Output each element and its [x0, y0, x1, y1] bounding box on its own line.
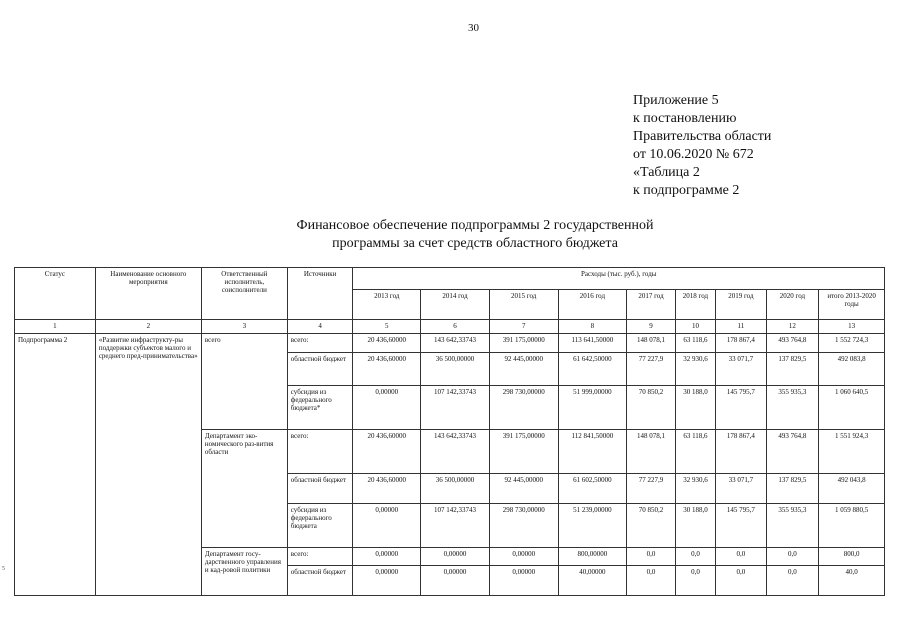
- value-cell: 0,00000: [353, 386, 421, 430]
- source-cell: всего:: [287, 430, 353, 474]
- value-cell: 493 764,8: [766, 430, 819, 474]
- value-cell: 178 867,4: [716, 430, 767, 474]
- value-cell: 492 083,8: [819, 353, 885, 386]
- value-cell: 145 795,7: [716, 504, 767, 548]
- value-cell: 20 436,60000: [353, 353, 421, 386]
- value-cell: 107 142,33743: [421, 504, 490, 548]
- value-cell: 33 071,7: [716, 474, 767, 504]
- value-cell: 492 043,8: [819, 474, 885, 504]
- value-cell: 800,00000: [558, 548, 627, 566]
- header-year: 2014 год: [421, 290, 490, 320]
- source-cell: областной бюджет: [287, 566, 353, 596]
- value-cell: 0,00000: [489, 548, 558, 566]
- value-cell: 145 795,7: [716, 386, 767, 430]
- value-cell: 92 445,00000: [489, 474, 558, 504]
- value-cell: 148 078,1: [627, 430, 675, 474]
- column-number: 6: [421, 320, 490, 334]
- value-cell: 355 935,3: [766, 386, 819, 430]
- document-title: [250, 217, 700, 253]
- appendix-line: к подпрограмме 2: [633, 183, 740, 198]
- header-year: итого 2013-2020 годы: [819, 290, 885, 320]
- appendix-line: «Таблица 2: [633, 165, 700, 180]
- value-cell: 391 175,00000: [489, 430, 558, 474]
- value-cell: 70 850,2: [627, 504, 675, 548]
- column-number: 7: [489, 320, 558, 334]
- header-measure: Наименование основного мероприятия: [95, 268, 201, 320]
- value-cell: 77 227,9: [627, 474, 675, 504]
- value-cell: 0,0: [627, 548, 675, 566]
- value-cell: 20 436,60000: [353, 334, 421, 353]
- value-cell: 148 078,1: [627, 334, 675, 353]
- source-cell: субсидия из федерального бюджета*: [287, 386, 353, 430]
- column-number: 12: [766, 320, 819, 334]
- value-cell: 391 175,00000: [489, 334, 558, 353]
- source-cell: областной бюджет: [287, 474, 353, 504]
- source-cell: областной бюджет: [287, 353, 353, 386]
- appendix-block: [633, 92, 771, 200]
- column-number: 5: [353, 320, 421, 334]
- value-cell: 51 239,00000: [558, 504, 627, 548]
- value-cell: 30 188,0: [675, 504, 715, 548]
- page-number: 30: [468, 22, 479, 34]
- value-cell: 298 730,00000: [489, 386, 558, 430]
- value-cell: 20 436,60000: [353, 430, 421, 474]
- value-cell: 40,00000: [558, 566, 627, 596]
- value-cell: 33 071,7: [716, 353, 767, 386]
- column-number: 4: [287, 320, 353, 334]
- value-cell: 298 730,00000: [489, 504, 558, 548]
- value-cell: 0,0: [675, 548, 715, 566]
- value-cell: 137 829,5: [766, 353, 819, 386]
- header-year: 2015 год: [489, 290, 558, 320]
- value-cell: 800,0: [819, 548, 885, 566]
- column-number: 8: [558, 320, 627, 334]
- executor-cell: всего: [201, 334, 287, 430]
- header-expenses: Расходы (тыс. руб.), годы: [353, 268, 885, 290]
- value-cell: 0,0: [716, 548, 767, 566]
- value-cell: 77 227,9: [627, 353, 675, 386]
- header-year: 2017 год: [627, 290, 675, 320]
- value-cell: 0,0: [627, 566, 675, 596]
- executor-cell: Департамент госу-дарственного управления и кад-ровой политики: [201, 548, 287, 596]
- column-number: 9: [627, 320, 675, 334]
- value-cell: 32 930,6: [675, 474, 715, 504]
- appendix-line: Правительства области: [633, 129, 772, 144]
- header-year: 2019 год: [716, 290, 767, 320]
- column-number: 13: [819, 320, 885, 334]
- header-year: 2016 год: [558, 290, 627, 320]
- value-cell: 51 999,00000: [558, 386, 627, 430]
- value-cell: 1 551 924,3: [819, 430, 885, 474]
- source-cell: субсидия из федерального бюджета: [287, 504, 353, 548]
- value-cell: 0,0: [766, 566, 819, 596]
- value-cell: 70 850,2: [627, 386, 675, 430]
- value-cell: 92 445,00000: [489, 353, 558, 386]
- column-number: 10: [675, 320, 715, 334]
- header-status: Статус: [15, 268, 96, 320]
- header-year: 2013 год: [353, 290, 421, 320]
- value-cell: 0,00000: [353, 548, 421, 566]
- source-cell: всего:: [287, 548, 353, 566]
- header-executor: Ответственный исполнитель, соисполнители: [201, 268, 287, 320]
- value-cell: 137 829,5: [766, 474, 819, 504]
- value-cell: 143 642,33743: [421, 334, 490, 353]
- value-cell: 1 060 640,5: [819, 386, 885, 430]
- financing-table: [14, 267, 885, 596]
- value-cell: 0,00000: [353, 566, 421, 596]
- value-cell: 40,0: [819, 566, 885, 596]
- measure-cell: «Развитие инфраструкту-ры поддержки субъектов малого и среднего пред-принимательства»: [95, 334, 201, 596]
- status-cell: Подпрограмма 2: [15, 334, 96, 596]
- executor-cell: Департамент эко-номического раз-вития области: [201, 430, 287, 548]
- value-cell: 0,0: [675, 566, 715, 596]
- value-cell: 61 642,50000: [558, 353, 627, 386]
- value-cell: 0,0: [766, 548, 819, 566]
- value-cell: 355 935,3: [766, 504, 819, 548]
- value-cell: 20 436,60000: [353, 474, 421, 504]
- header-sources: Источники: [287, 268, 353, 320]
- column-number: 11: [716, 320, 767, 334]
- column-number: 2: [95, 320, 201, 334]
- value-cell: 107 142,33743: [421, 386, 490, 430]
- value-cell: 178 867,4: [716, 334, 767, 353]
- value-cell: 63 118,6: [675, 430, 715, 474]
- value-cell: 1 059 880,5: [819, 504, 885, 548]
- value-cell: 32 930,6: [675, 353, 715, 386]
- appendix-line: Приложение 5: [633, 93, 719, 108]
- source-cell: всего:: [287, 334, 353, 353]
- appendix-line: от 10.06.2020 № 672: [633, 147, 754, 162]
- value-cell: 36 500,00000: [421, 353, 490, 386]
- title-line: Финансовое обеспечение подпрограммы 2 государственной: [296, 218, 654, 233]
- value-cell: 0,00000: [421, 566, 490, 596]
- value-cell: 1 552 724,3: [819, 334, 885, 353]
- value-cell: 0,00000: [353, 504, 421, 548]
- value-cell: 112 841,50000: [558, 430, 627, 474]
- value-cell: 30 188,0: [675, 386, 715, 430]
- value-cell: 493 764,8: [766, 334, 819, 353]
- value-cell: 36 500,00000: [421, 474, 490, 504]
- value-cell: 63 118,6: [675, 334, 715, 353]
- column-number: 1: [15, 320, 96, 334]
- appendix-line: к постановлению: [633, 111, 737, 126]
- value-cell: 61 602,50000: [558, 474, 627, 504]
- value-cell: 0,00000: [421, 548, 490, 566]
- header-year: 2018 год: [675, 290, 715, 320]
- margin-mark: 5: [2, 566, 5, 572]
- value-cell: 113 641,50000: [558, 334, 627, 353]
- column-number: 3: [201, 320, 287, 334]
- value-cell: 0,0: [716, 566, 767, 596]
- title-line: программы за счет средств областного бюджета: [332, 236, 618, 251]
- table-row: [15, 334, 885, 353]
- value-cell: 143 642,33743: [421, 430, 490, 474]
- header-year: 2020 год: [766, 290, 819, 320]
- value-cell: 0,00000: [489, 566, 558, 596]
